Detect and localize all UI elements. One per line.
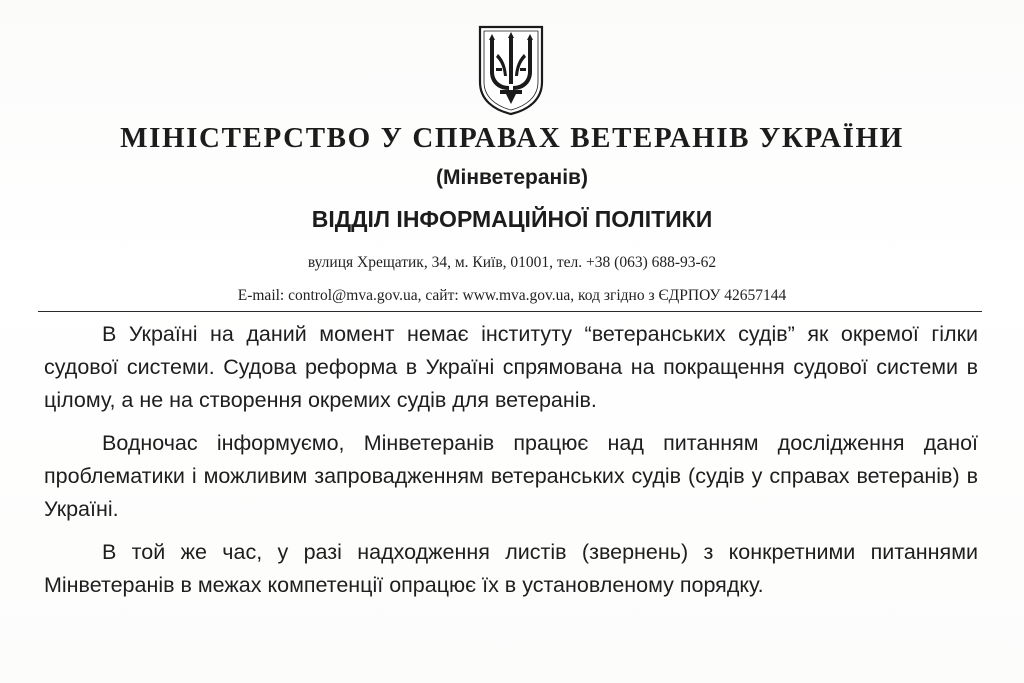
department-name: ВІДДІЛ ІНФОРМАЦІЙНОЇ ПОЛІТИКИ: [311, 206, 713, 232]
paragraph: В Україні на даний момент немає інституту “ветеранських судів” як окремої гілки судової системи. Судова реформа в Україні спрямована на покращення судової системи в цілому, а не на створення окремих судів для ветеранів.: [44, 322, 978, 412]
contacts-line: E-mail: control@mva.gov.ua, сайт: www.mva.gov.ua, код згідно з ЄДРПОУ 42657144: [237, 287, 787, 304]
paragraph: Водночас інформуємо, Мінветеранів працює над питанням дослідження даної проблематики і можливим запровадженням ветеранських судів (судів у справах ветеранів) в Україні.: [44, 431, 978, 521]
letter-body: [44, 318, 978, 612]
ministry-short-name: (Мінветеранів): [436, 166, 588, 189]
header-divider: [38, 311, 982, 312]
paragraph: В той же час, у разі надходження листів (звернень) з конкретними питаннями Мінветеранів в межах компетенції опрацює їх в установленому порядку.: [44, 540, 978, 597]
address-line: вулиця Хрещатик, 34, м. Київ, 01001, тел. +38 (063) 688-93-62: [307, 254, 717, 271]
ministry-name: МІНІСТЕРСТВО У СПРАВАХ ВЕТЕРАНІВ УКРАЇНИ: [120, 122, 904, 154]
trident-coat-of-arms-icon: [476, 24, 546, 116]
